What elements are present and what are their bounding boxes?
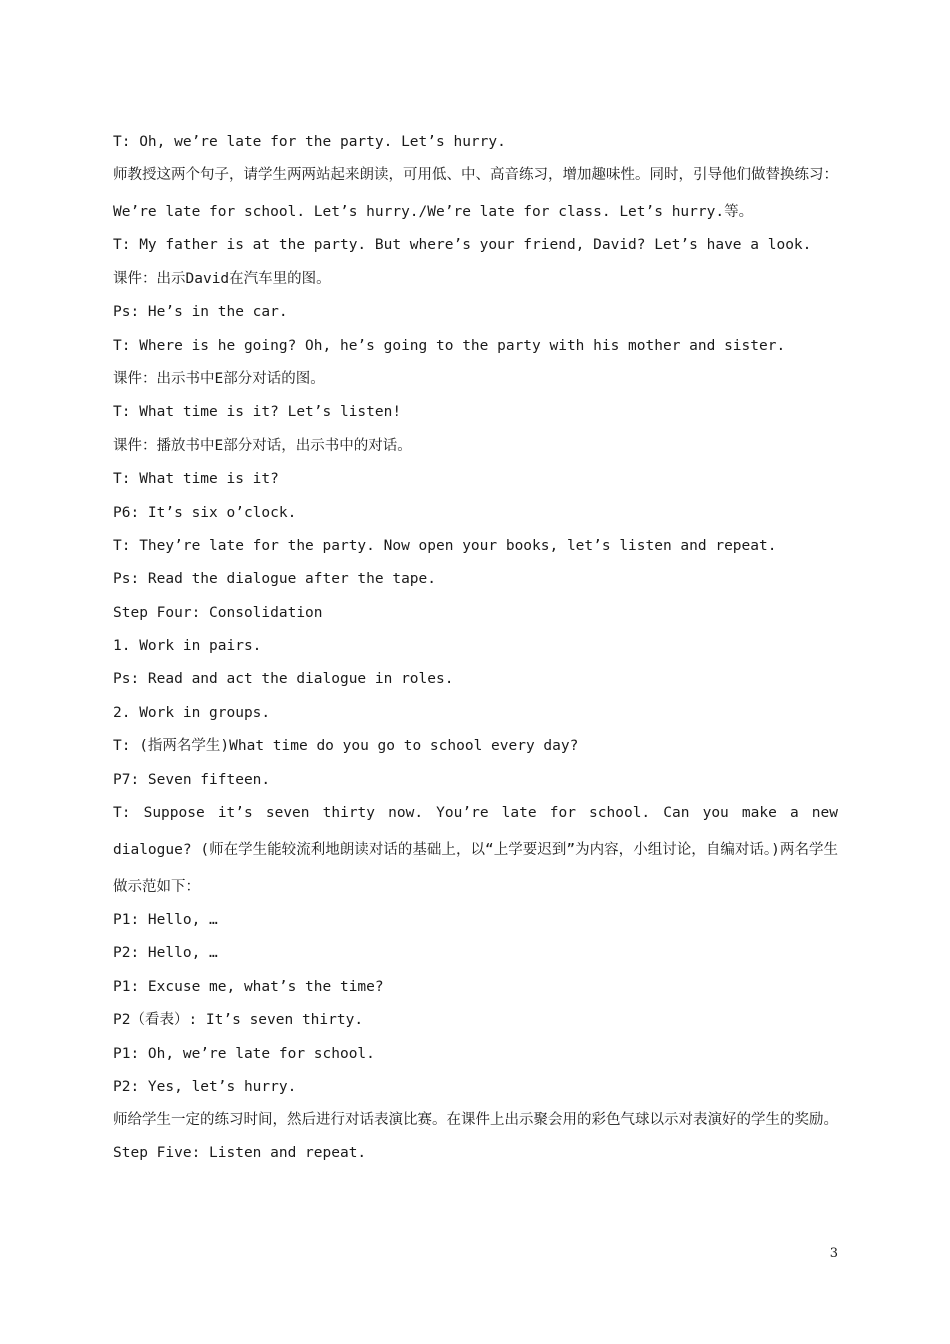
text-line: 课件：出示David在汽车里的图。 <box>113 270 331 287</box>
text-line: 1. Work in pairs. <box>113 638 262 655</box>
text-line: Ps: Read and act the dialogue in roles. <box>113 671 454 688</box>
text-line: T: My father is at the party. But where’s your friend, David? Let’s have a look. <box>113 237 812 254</box>
text-line: P6: It’s six o’clock. <box>113 504 297 521</box>
text-line: 课件：播放书中E部分对话，出示书中的对话。 <box>113 437 412 454</box>
text-paragraph: T: Suppose it’s seven thirty now. You’re late for school. Can you make a new dialogue? (师在学生能较流利地朗读对话的基础上，以“上学要迟到”为内容，小组讨论，自编对话。)两名学生做示范如下： <box>113 805 838 896</box>
text-line: T: What time is it? Let’s listen! <box>113 404 402 421</box>
text-line: P7: Seven fifteen. <box>113 771 271 788</box>
text-line: T: Where is he going? Oh, he’s going to the party with his mother and sister. <box>113 337 786 354</box>
text-line: 课件：出示书中E部分对话的图。 <box>113 370 325 387</box>
text-line: P1: Hello, … <box>113 912 218 929</box>
text-line: Ps: Read the dialogue after the tape. <box>113 571 437 588</box>
text-paragraph: 师给学生一定的练习时间，然后进行对话表演比赛。在课件上出示聚会用的彩色气球以示对表演好的学生的奖励。 <box>113 1112 838 1129</box>
document-body <box>113 126 838 1171</box>
step-heading: Step Four: Consolidation <box>113 604 323 621</box>
text-paragraph: 师教授这两个句子，请学生两两站起来朗读，可用低、中、高音练习，增加趣味性。同时，引导他们做替换练习： We’re late for school. Let’s hurry./We’re late for class. Let’s hurry.等。 <box>113 167 838 221</box>
text-line: T: They’re late for the party. Now open your books, let’s listen and repeat. <box>113 537 777 554</box>
step-heading: Step Five: Listen and repeat. <box>113 1145 367 1162</box>
text-line: 2. Work in groups. <box>113 704 271 721</box>
text-line: P2: Yes, let’s hurry. <box>113 1078 297 1095</box>
text-line: T: What time is it? <box>113 471 279 488</box>
text-line: T: Oh, we’re late for the party. Let’s hurry. <box>113 134 506 150</box>
text-line: P1: Oh, we’re late for school. <box>113 1045 375 1062</box>
text-line: P1: Excuse me, what’s the time? <box>113 978 384 995</box>
text-line: P2（看表）: It’s seven thirty. <box>113 1012 364 1029</box>
text-line: P2: Hello, … <box>113 945 218 962</box>
text-line: Ps: He’s in the car. <box>113 304 288 321</box>
page-number: 3 <box>829 1246 838 1261</box>
text-line: T: (指两名学生)What time do you go to school every day? <box>113 738 579 755</box>
